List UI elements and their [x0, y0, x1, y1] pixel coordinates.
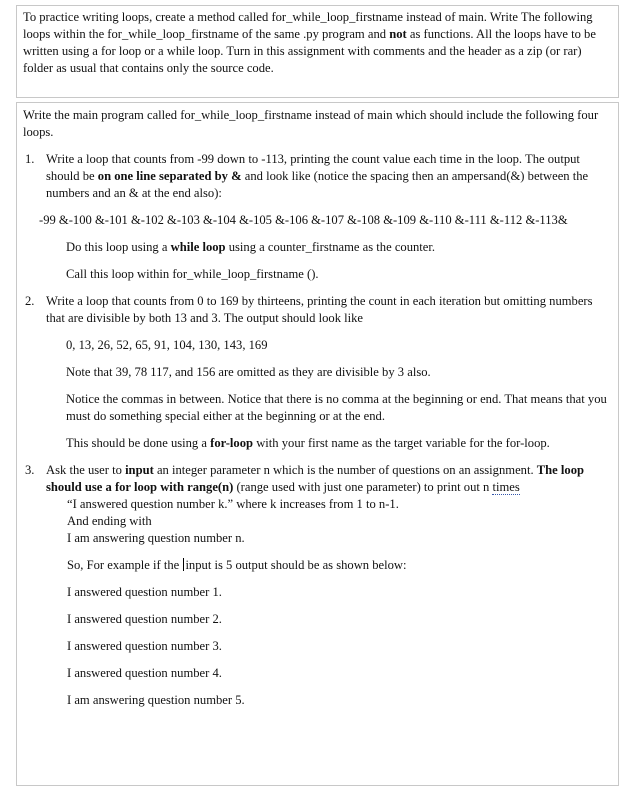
- loop3-line2: And ending with: [67, 514, 152, 528]
- loop3-text-b: an integer parameter n which is the number of questions on an assignment.: [156, 463, 534, 477]
- loop2-output: 0, 13, 26, 52, 65, 91, 104, 130, 143, 169: [66, 338, 268, 352]
- intro-text: To practice writing loops, create a method called for_while_loop_firstname instead of main. Write The following loops within the for_while_loop_firstname of the same .py program and: [23, 10, 593, 41]
- loop1-call: Call this loop within for_while_loop_firstname ().: [66, 267, 319, 281]
- loop1-while: [23, 239, 612, 256]
- loop1-while-b: using a counter_firstname as the counter.: [228, 240, 436, 254]
- loop1-description: [46, 151, 612, 202]
- loop3-example-a: So, For example if the: [67, 558, 180, 572]
- loop1-item: [23, 151, 612, 202]
- loop3-output-1: I answered question number 1.: [67, 585, 222, 599]
- intro-paragraph: [23, 9, 612, 77]
- loop3-example: [23, 557, 612, 574]
- loop3-bold-input: input: [125, 463, 154, 477]
- loop1-text-b: and look like (notice the spacing then an ampersand(&) between the numbers and an & at the end also):: [46, 169, 589, 200]
- loop3-output-5: I am answering question number 5.: [67, 693, 245, 707]
- intro-text-end: as functions. All the loops have to be written using a for loop or a while loop. Turn in this assignment with comments and the header as a zip (or rar) folder as usual that contains only the source code.: [23, 27, 596, 75]
- loop3-item: [23, 462, 612, 496]
- main-intro: Write the main program called for_while_loop_firstname instead of main which should include the following four loops.: [23, 108, 599, 139]
- loop3-underlined-times: times: [492, 480, 520, 494]
- loop3-output-3: I answered question number 3.: [67, 639, 222, 653]
- loop1-number: 1.: [25, 152, 35, 166]
- loop3-line3: I am answering question number n.: [67, 531, 245, 545]
- loop3-text-c: (range used with just one parameter) to print out n: [236, 480, 490, 494]
- loop3-example-b: input is 5 output should be as shown below:: [185, 558, 407, 572]
- loop3-description: [46, 462, 612, 496]
- loop3-output-2: I answered question number 2.: [67, 612, 222, 626]
- loop2-for-a: This should be done using a: [66, 436, 207, 450]
- loop2-for: [23, 435, 612, 452]
- loop1-while-a: Do this loop using a: [66, 240, 168, 254]
- intro-not-bold: not: [389, 27, 407, 41]
- loop1-output: -99 &-100 &-101 &-102 &-103 &-104 &-105 &-106 &-107 &-108 &-109 &-110 &-111 &-112 &-113&: [39, 213, 568, 227]
- loop3-bold-loop: The loop should use a for loop with range(n): [46, 463, 585, 494]
- main-box: [16, 102, 619, 786]
- loop2-item: [23, 293, 612, 327]
- loop2-number: 2.: [25, 294, 35, 308]
- loop1-while-bold: while loop: [170, 240, 226, 254]
- loop3-number: 3.: [25, 463, 35, 477]
- loop2-for-b: with your first name as the target variable for the for-loop.: [256, 436, 550, 450]
- loop3-output-4: I answered question number 4.: [67, 666, 222, 680]
- loop3-text-a: Ask the user to: [46, 463, 122, 477]
- intro-box: [16, 5, 619, 98]
- loop2-commas: Notice the commas in between. Notice that there is no comma at the beginning or end. That means that you must do something special either at the beginning or at the end.: [66, 392, 607, 423]
- loop1-bold: on one line separated by &: [97, 169, 242, 183]
- loop1-text-a: Write a loop that counts from -99 down to -113, printing the count value each time in the loop. The output should be: [46, 152, 580, 183]
- loop2-description: Write a loop that counts from 0 to 169 by thirteens, printing the count in each iteration but omitting numbers that are divisible by both 13 and 3. The output should look like: [46, 294, 593, 325]
- loop3-line1: “I answered question number k.” where k increases from 1 to n-1.: [67, 497, 399, 511]
- loop2-note: Note that 39, 78 117, and 156 are omitted as they are divisible by 3 also.: [66, 365, 431, 379]
- loop2-for-bold: for-loop: [210, 436, 254, 450]
